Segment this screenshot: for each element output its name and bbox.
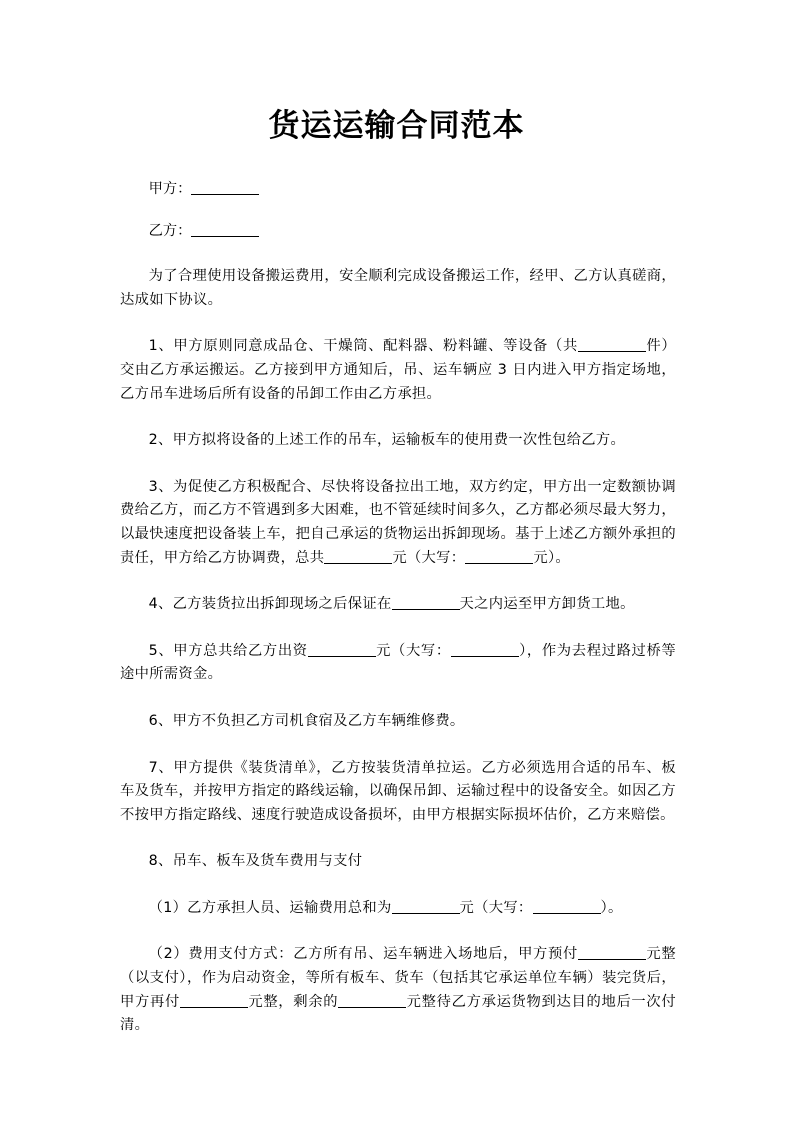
clause-8-2-text-c: 元整，剩余的 bbox=[247, 993, 339, 1010]
party-b-line bbox=[120, 220, 676, 244]
clause-5-text-b: 元（大写： bbox=[375, 642, 451, 659]
clause-5-text-a: 5、甲方总共给乙方出资 bbox=[148, 642, 308, 659]
clause-8-1-text-a: （1）乙方承担人员、运输费用总和为 bbox=[148, 899, 392, 916]
clause-8-2-text-b: 元整（以支付），作为启动资金，等所有板车、货车（包括其它承运单位车辆）装完货后，甲方再付 bbox=[120, 946, 676, 1010]
clause-8-1-text-b: 元（大写： bbox=[459, 899, 533, 916]
clause-1-text-a: 1、甲方原则同意成品仓、干燥筒、配料器、粉料罐、等设备（共 bbox=[148, 338, 579, 355]
party-a-blank bbox=[191, 180, 259, 195]
clause-4 bbox=[120, 593, 676, 617]
clause-5-text-c: ），作为去程过路过桥等途中所需资金。 bbox=[120, 642, 676, 683]
clause-8-2-text-d: 元整待乙方承运货物到达目的地后一次付清。 bbox=[120, 993, 676, 1034]
clause-1-blank bbox=[578, 337, 646, 352]
clause-7: 7、甲方提供《装货清单》，乙方按装货清单拉运。乙方必须选用合适的吊车、板车及货车，并按甲方指定的路线运输，以确保吊卸、运输过程中的设备安全。如因乙方不按甲方指定路线、速度行驶造成设备损坏，由甲方根据实际损坏估价，乙方来赔偿。 bbox=[120, 759, 676, 823]
intro-paragraph: 为了合理使用设备搬运费用，安全顺利完成设备搬运工作，经甲、乙方认真磋商，达成如下协议。 bbox=[120, 268, 676, 308]
party-a-label: 甲方： bbox=[148, 181, 192, 197]
document-body bbox=[120, 178, 676, 1061]
clause-2: 2、甲方拟将设备的上述工作的吊车，运输板车的使用费一次性包给乙方。 bbox=[148, 432, 626, 449]
clause-6: 6、甲方不负担乙方司机食宿及乙方车辆维修费。 bbox=[148, 712, 465, 729]
clause-1 bbox=[120, 335, 676, 406]
clause-4-text-b: 天之内运至甲方卸货工地。 bbox=[459, 596, 635, 613]
clause-8-2-blank-prepay bbox=[578, 945, 646, 960]
document-title: 货运运输合同范本 bbox=[268, 108, 525, 144]
clause-3-blank-capital bbox=[465, 549, 533, 564]
clause-5-blank-amount bbox=[308, 642, 376, 657]
party-b-label: 乙方： bbox=[148, 222, 192, 239]
clause-8-2-blank-remaining bbox=[338, 993, 406, 1008]
clause-5 bbox=[120, 640, 676, 687]
clause-3-blank-amount bbox=[324, 549, 392, 564]
clause-4-text-a: 4、乙方装货拉出拆卸现场之后保证在 bbox=[148, 596, 392, 613]
clause-3-text-a: 3、为促使乙方积极配合、尽快将设备拉出工地，双方约定，甲方出一定数额协调费给乙方，而乙方不管遇到多大困难，也不管延续时间多久，乙方都必须尽最大努力，以最快速度把设备装上车，把自己承运的货物运出拆卸现场。基于上述乙方额外承担的责任，甲方给乙方协调费，总共 bbox=[120, 478, 676, 566]
clause-8-2 bbox=[120, 943, 676, 1037]
clause-4-blank-days bbox=[392, 595, 460, 610]
clause-8-1 bbox=[120, 897, 676, 921]
clause-8: 8、吊车、板车及货车费用与支付 bbox=[148, 853, 363, 870]
clause-8-2-blank-second bbox=[180, 993, 248, 1008]
clause-3 bbox=[120, 476, 676, 570]
clause-8-1-text-c: ）。 bbox=[600, 899, 623, 916]
clause-8-1-blank-capital bbox=[533, 899, 601, 914]
party-b-blank bbox=[191, 222, 259, 237]
clause-8-2-text-a: （2）费用支付方式：乙方所有吊、运车辆进入场地后，甲方预付 bbox=[148, 946, 579, 963]
clause-3-text-c: 元）。 bbox=[533, 549, 570, 566]
party-a-line bbox=[120, 178, 676, 202]
clause-8-1-blank-amount bbox=[392, 899, 460, 914]
clause-5-blank-capital bbox=[451, 642, 519, 657]
clause-1-text-b: 件）交由乙方承运搬运。乙方接到甲方通知后，吊、运车辆应 3 日内进入甲方指定场地，乙方吊车进场后所有设备的吊卸工作由乙方承担。 bbox=[120, 338, 676, 402]
clause-3-text-b: 元（大写： bbox=[392, 549, 466, 566]
